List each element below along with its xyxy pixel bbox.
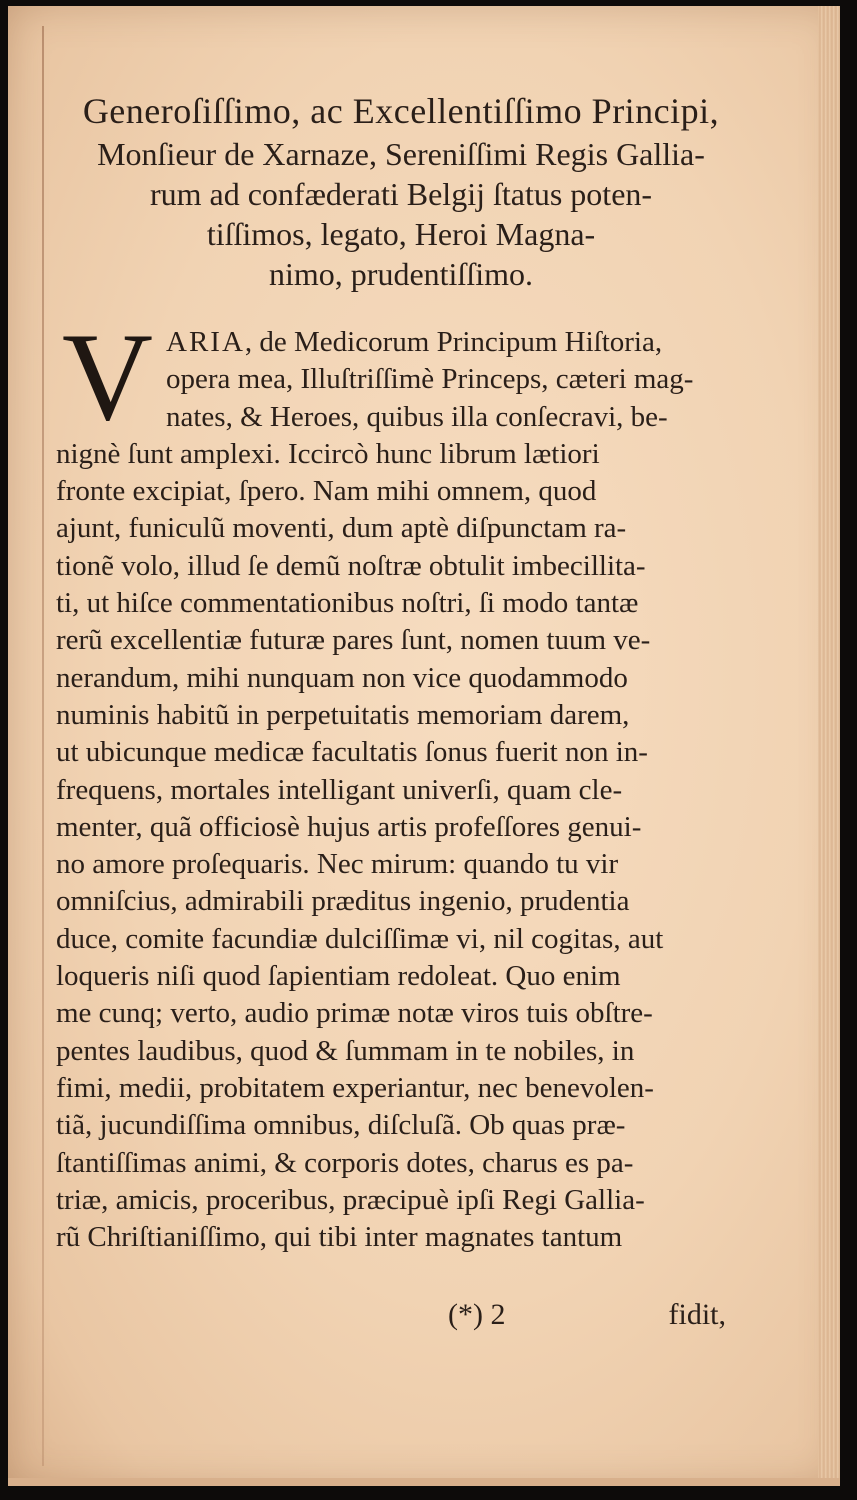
page-edges [818,6,840,1486]
body-line: pentes laudibus, quod & ſummam in te nobiles, in [56,1034,635,1067]
body-line: rũ Chriſtianiſſimo, qui tibi inter magnates tantum [56,1221,623,1254]
heading-line: rum ad confæderati Belgij ſtatus poten- [149,176,653,212]
body-line: ſtantiſſimas animi, & corporis dotes, charus es pa- [56,1146,634,1179]
heading-line: nimo, prudentiſſimo. [269,256,533,292]
signature-mark: (*) 2 [448,1298,506,1331]
body-line: me cunq; verto, audio primæ notæ viros tuis obſtre- [56,997,653,1030]
body-line: triæ, amicis, proceribus, præcipuè ipſi Regi Gallia- [56,1183,645,1216]
body-line: tiã, jucundiſſima omnibus, diſcluſã. Ob quas præ- [56,1109,626,1142]
heading-line: Generoſiſſimo, ac Excellentiſſimo Principi, [82,91,720,131]
body-line: rerũ excellentiæ futuræ pares ſunt, nomen tuum ve- [56,624,651,657]
page-bottom-edge [8,1478,840,1486]
body-line: fronte excipiat, ſpero. Nam mihi omnem, quod [56,475,597,508]
body-line: fimi, medii, probitatem experiantur, nec benevolen- [56,1071,654,1104]
page-text [56,88,746,1256]
page-footer [56,1298,746,1338]
dedication-heading [56,88,746,294]
dedication-body [56,308,746,1256]
body-line: nignè ſunt amplexi. Iccircò hunc librum lætiori [56,437,600,470]
body-line: opera mea, Illuſtriſſimè Princeps, cæteri mag- [166,363,694,396]
first-word: ARIA [166,326,245,358]
catchword: fidit, [668,1298,726,1331]
book-page [8,6,840,1486]
drop-cap: V [62,308,153,447]
body-line: ajunt, funiculũ moventi, dum aptè diſpunctam ra- [56,512,627,545]
gutter-line [42,26,44,1466]
body-line: numinis habitũ in perpetuitatis memoriam darem, [56,698,630,731]
body-line: omniſcius, admirabili præditus ingenio, prudentia [56,885,630,918]
body-line: ut ubicunque medicæ facultatis ſonus fuerit non in- [56,736,648,769]
body-line: loqueris niſi quod ſapientiam redoleat. Quo enim [56,960,621,993]
body-line [56,324,746,361]
body-line: no amore proſequaris. Nec mirum: quando tu vir [56,848,619,881]
heading-line: tiſſimos, legato, Heroi Magna- [206,216,596,252]
heading-line: Monſieur de Xarnaze, Sereniſſimi Regis Gallia- [97,136,705,172]
body-line: ti, ut hiſce commentationibus noſtri, ſi modo tantæ [56,587,639,620]
body-line: nates, & Heroes, quibus illa conſecravi, be- [166,400,668,433]
body-line: nerandum, mihi nunquam non vice quodammodo [56,661,628,694]
first-line-rest: , de Medicorum Principum Hiſtoria, [244,326,663,358]
body-line: menter, quã officiosè hujus artis profeſſores genui- [56,810,642,843]
body-line: frequens, mortales intelligant univerſi, quam cle- [56,773,623,806]
body-line: tionẽ volo, illud ſe demũ noſtræ obtulit imbecillita- [56,549,646,582]
body-line: duce, comite facundiæ dulciſſimæ vi, nil cogitas, aut [56,922,664,955]
